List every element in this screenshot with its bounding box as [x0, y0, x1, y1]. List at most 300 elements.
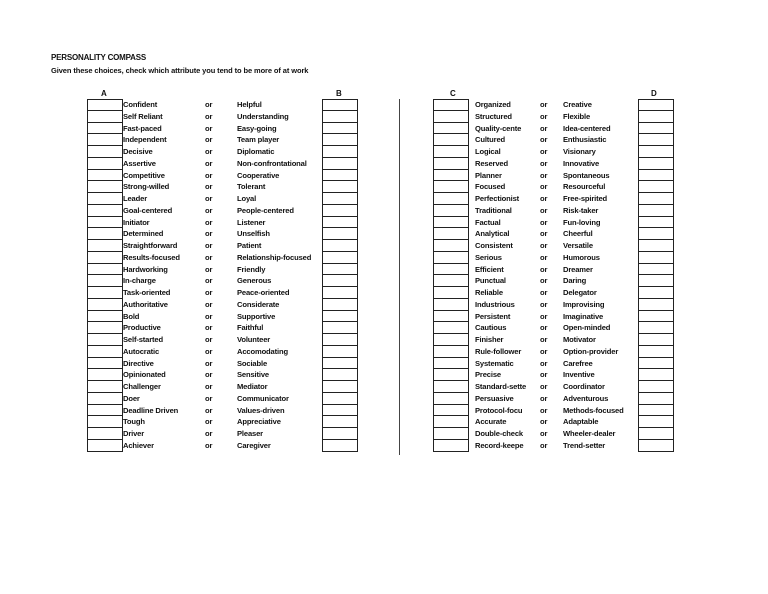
attribute-label-second: Dreamer	[563, 264, 593, 274]
attribute-label-second: Open-minded	[563, 323, 611, 333]
or-connector: or	[205, 123, 213, 133]
attribute-label-first: Independent	[123, 135, 167, 145]
attribute-label-first: Self-started	[123, 335, 163, 344]
or-connector: or	[205, 264, 213, 274]
left-second-checkbox[interactable]	[322, 322, 358, 334]
right-second-checkbox[interactable]	[638, 228, 674, 240]
attribute-label-second: Patient	[237, 241, 262, 250]
attribute-label-second: Cooperative	[237, 170, 280, 180]
or-connector: or	[540, 264, 548, 274]
or-connector: or	[540, 170, 548, 180]
attribute-label-second: Easy-going	[237, 123, 277, 133]
attribute-label-first: Persistent	[475, 311, 511, 321]
right-first-checkbox[interactable]	[433, 393, 469, 405]
or-connector: or	[205, 429, 213, 438]
or-connector: or	[205, 299, 213, 309]
or-connector: or	[540, 311, 548, 321]
attribute-label-first: Opinionated	[123, 370, 166, 380]
or-connector: or	[205, 393, 213, 403]
attribute-label-second: Imaginative	[563, 311, 604, 321]
right-first-checkbox[interactable]	[433, 111, 469, 123]
attribute-label-first: Cultured	[475, 135, 506, 145]
or-connector: or	[540, 358, 548, 368]
or-connector: or	[205, 346, 213, 356]
attribute-label-first: Autocratic	[123, 346, 160, 356]
right-first-checkbox[interactable]	[433, 181, 469, 193]
attribute-label-second: Enthusiastic	[563, 135, 607, 145]
attribute-label-first: Bold	[123, 311, 140, 321]
attribute-label-first: Serious	[475, 252, 502, 262]
left-second-checkbox[interactable]	[322, 369, 358, 381]
attribute-label-first: Results-focused	[123, 252, 180, 262]
left-first-checkbox[interactable]	[87, 264, 123, 276]
right-first-checkbox[interactable]	[433, 428, 469, 440]
page-title: PERSONALITY COMPASS	[51, 53, 147, 62]
attribute-label-first: Productive	[123, 323, 161, 333]
left-first-checkbox[interactable]	[87, 205, 123, 217]
attribute-label-first: Driver	[123, 429, 145, 438]
attribute-label-second: Carefree	[563, 358, 593, 368]
attribute-label-first: Focused	[475, 182, 506, 192]
attribute-label-second: Team player	[237, 135, 280, 145]
left-first-checkbox[interactable]	[87, 228, 123, 240]
attribute-label-second: Delegator	[563, 288, 597, 297]
or-connector: or	[205, 276, 213, 286]
attribute-label-second: Understanding	[237, 111, 289, 121]
attribute-label-first: Precise	[475, 370, 501, 380]
attribute-label-second: Diplomatic	[237, 147, 275, 156]
left-first-checkbox[interactable]	[87, 393, 123, 405]
attribute-label-first: Record-keepe	[475, 440, 524, 450]
attribute-label-first: Double-check	[475, 429, 523, 438]
left-second-checkbox[interactable]	[322, 275, 358, 287]
right-second-checkbox[interactable]	[638, 428, 674, 440]
or-connector: or	[205, 217, 213, 227]
attribute-label-first: Leader	[123, 194, 148, 203]
attribute-label-second: Idea-centered	[563, 123, 611, 133]
left-second-checkbox[interactable]	[322, 146, 358, 158]
left-second-checkbox[interactable]	[322, 287, 358, 299]
attribute-label-second: Visionary	[563, 147, 596, 156]
left-second-checkbox[interactable]	[322, 428, 358, 440]
left-first-checkbox[interactable]	[87, 240, 123, 252]
left-first-checkbox[interactable]	[87, 346, 123, 358]
or-connector: or	[205, 158, 213, 168]
right-second-checkbox[interactable]	[638, 440, 674, 452]
attribute-label-second: Motivator	[563, 335, 596, 344]
right-first-checkbox[interactable]	[433, 416, 469, 428]
or-connector: or	[540, 393, 548, 403]
left-second-checkbox[interactable]	[322, 416, 358, 428]
or-connector: or	[205, 241, 213, 250]
right-first-checkbox[interactable]	[433, 240, 469, 252]
left-second-checkbox[interactable]	[322, 264, 358, 276]
or-connector: or	[540, 346, 548, 356]
right-first-checkbox[interactable]	[433, 299, 469, 311]
left-first-checkbox[interactable]	[87, 358, 123, 370]
right-second-checkbox[interactable]	[638, 205, 674, 217]
attribute-label-second: Sensitive	[237, 370, 269, 380]
attribute-label-second: Versatile	[563, 241, 593, 250]
or-connector: or	[540, 299, 548, 309]
left-first-checkbox[interactable]	[87, 170, 123, 182]
or-connector: or	[540, 323, 548, 333]
right-second-checkbox[interactable]	[638, 346, 674, 358]
left-second-checkbox[interactable]	[322, 240, 358, 252]
right-first-checkbox[interactable]	[433, 275, 469, 287]
attribute-label-second: Adventurous	[563, 393, 609, 403]
or-connector: or	[540, 135, 548, 145]
right-second-checkbox[interactable]	[638, 275, 674, 287]
left-second-checkbox[interactable]	[322, 405, 358, 417]
attribute-label-first: Quality-cente	[475, 123, 522, 133]
attribute-label-second: Adaptable	[563, 417, 599, 427]
attribute-label-second: Risk-taker	[563, 205, 599, 215]
column-header-c: C	[450, 89, 456, 98]
attribute-label-second: Daring	[563, 276, 587, 286]
left-second-checkbox[interactable]	[322, 311, 358, 323]
left-second-checkbox[interactable]	[322, 123, 358, 135]
right-second-checkbox[interactable]	[638, 111, 674, 123]
attribute-label-first: Traditional	[475, 205, 512, 215]
attribute-label-first: Perfectionist	[475, 194, 520, 203]
right-first-checkbox[interactable]	[433, 334, 469, 346]
left-second-checkbox[interactable]	[322, 228, 358, 240]
attribute-label-second: Option-provider	[563, 346, 619, 356]
or-connector: or	[205, 288, 213, 297]
right-second-checkbox[interactable]	[638, 393, 674, 405]
left-first-checkbox[interactable]	[87, 193, 123, 205]
left-second-checkbox[interactable]	[322, 393, 358, 405]
or-connector: or	[540, 288, 548, 297]
or-connector: or	[540, 217, 548, 227]
left-first-checkbox[interactable]	[87, 299, 123, 311]
attribute-label-first: Reliable	[475, 288, 503, 297]
left-second-checkbox[interactable]	[322, 346, 358, 358]
or-connector: or	[205, 335, 213, 344]
right-first-checkbox[interactable]	[433, 287, 469, 299]
right-second-checkbox[interactable]	[638, 264, 674, 276]
right-second-checkbox[interactable]	[638, 170, 674, 182]
or-connector: or	[540, 252, 548, 262]
attribute-label-first: Finisher	[475, 335, 504, 344]
attribute-label-first: Task-oriented	[123, 288, 171, 297]
left-second-checkbox[interactable]	[322, 99, 358, 111]
attribute-label-second: Communicator	[237, 393, 289, 403]
left-first-checkbox[interactable]	[87, 428, 123, 440]
section-divider	[399, 99, 400, 455]
or-connector: or	[540, 123, 548, 133]
right-first-checkbox[interactable]	[433, 358, 469, 370]
right-second-checkbox[interactable]	[638, 358, 674, 370]
right-second-checkbox[interactable]	[638, 217, 674, 229]
attribute-label-first: Analytical	[475, 229, 510, 239]
or-connector: or	[205, 205, 213, 215]
attribute-label-second: People-centered	[237, 205, 294, 215]
attribute-label-first: Authoritative	[123, 299, 168, 309]
right-first-checkbox[interactable]	[433, 228, 469, 240]
attribute-label-second: Friendly	[237, 264, 266, 274]
or-connector: or	[205, 252, 213, 262]
attribute-label-first: Confident	[123, 100, 158, 109]
right-second-checkbox[interactable]	[638, 322, 674, 334]
left-first-checkbox[interactable]	[87, 181, 123, 193]
attribute-label-second: Accomodating	[237, 346, 288, 356]
attribute-label-first: In-charge	[123, 276, 156, 286]
attribute-label-second: Tolerant	[237, 182, 266, 192]
left-first-checkbox[interactable]	[87, 440, 123, 452]
or-connector: or	[540, 241, 548, 250]
or-connector: or	[205, 135, 213, 145]
right-second-checkbox[interactable]	[638, 146, 674, 158]
attribute-label-first: Directive	[123, 358, 154, 368]
attribute-label-first: Goal-centered	[123, 205, 173, 215]
right-first-checkbox[interactable]	[433, 99, 469, 111]
left-second-checkbox[interactable]	[322, 334, 358, 346]
right-second-checkbox[interactable]	[638, 405, 674, 417]
right-second-checkbox[interactable]	[638, 311, 674, 323]
right-second-checkbox[interactable]	[638, 252, 674, 264]
left-second-checkbox[interactable]	[322, 170, 358, 182]
right-second-checkbox[interactable]	[638, 299, 674, 311]
right-second-checkbox[interactable]	[638, 381, 674, 393]
attribute-label-first: Rule-follower	[475, 346, 522, 356]
or-connector: or	[205, 440, 213, 450]
attribute-label-second: Humorous	[563, 252, 600, 262]
right-first-checkbox[interactable]	[433, 217, 469, 229]
right-second-checkbox[interactable]	[638, 287, 674, 299]
attribute-label-second: Values-driven	[237, 405, 285, 415]
right-first-checkbox[interactable]	[433, 146, 469, 158]
right-first-checkbox[interactable]	[433, 322, 469, 334]
attribute-label-second: Helpful	[237, 100, 262, 109]
left-first-checkbox[interactable]	[87, 111, 123, 123]
left-second-checkbox[interactable]	[322, 381, 358, 393]
or-connector: or	[540, 440, 548, 450]
attribute-label-first: Logical	[475, 147, 501, 156]
left-second-checkbox[interactable]	[322, 205, 358, 217]
attribute-label-first: Straightforward	[123, 241, 178, 250]
attribute-label-second: Loyal	[237, 194, 257, 203]
right-first-checkbox[interactable]	[433, 193, 469, 205]
right-first-checkbox[interactable]	[433, 369, 469, 381]
left-first-checkbox[interactable]	[87, 134, 123, 146]
attribute-label-first: Standard-sette	[475, 382, 527, 391]
left-first-checkbox[interactable]	[87, 217, 123, 229]
attribute-label-first: Decisive	[123, 147, 153, 156]
attribute-label-second: Volunteer	[237, 335, 271, 344]
or-connector: or	[540, 335, 548, 344]
attribute-label-first: Tough	[123, 417, 145, 427]
or-connector: or	[205, 382, 213, 391]
attribute-label-first: Strong-willed	[123, 182, 170, 192]
attribute-label-first: Competitive	[123, 170, 165, 180]
right-second-checkbox[interactable]	[638, 369, 674, 381]
attribute-label-first: Punctual	[475, 276, 506, 286]
left-first-checkbox[interactable]	[87, 123, 123, 135]
attribute-label-first: Assertive	[123, 158, 156, 168]
attribute-label-second: Generous	[237, 276, 272, 286]
left-first-checkbox[interactable]	[87, 369, 123, 381]
attribute-label-first: Efficient	[475, 264, 504, 274]
attribute-label-second: Fun-loving	[563, 217, 601, 227]
right-first-checkbox[interactable]	[433, 123, 469, 135]
left-first-checkbox[interactable]	[87, 146, 123, 158]
or-connector: or	[205, 229, 213, 239]
attribute-label-second: Relationship-focused	[237, 252, 312, 262]
left-second-checkbox[interactable]	[322, 193, 358, 205]
or-connector: or	[540, 158, 548, 168]
or-connector: or	[540, 370, 548, 380]
or-connector: or	[205, 194, 213, 203]
right-second-checkbox[interactable]	[638, 158, 674, 170]
attribute-label-first: Challenger	[123, 382, 161, 391]
attribute-label-first: Self Reliant	[123, 111, 163, 121]
attribute-label-second: Sociable	[237, 358, 268, 368]
attribute-label-first: Structured	[475, 111, 512, 121]
attribute-label-second: Caregiver	[237, 440, 271, 450]
right-second-checkbox[interactable]	[638, 134, 674, 146]
left-second-checkbox[interactable]	[322, 217, 358, 229]
left-second-checkbox[interactable]	[322, 358, 358, 370]
attribute-label-first: Organized	[475, 100, 511, 109]
right-first-checkbox[interactable]	[433, 158, 469, 170]
attribute-label-first: Factual	[475, 217, 501, 227]
left-first-checkbox[interactable]	[87, 275, 123, 287]
left-second-checkbox[interactable]	[322, 181, 358, 193]
attribute-label-second: Methods-focused	[563, 405, 624, 415]
left-second-checkbox[interactable]	[322, 134, 358, 146]
right-first-checkbox[interactable]	[433, 381, 469, 393]
attribute-label-first: Hardworking	[123, 264, 168, 274]
left-first-checkbox[interactable]	[87, 405, 123, 417]
right-first-checkbox[interactable]	[433, 134, 469, 146]
left-first-checkbox[interactable]	[87, 416, 123, 428]
left-first-checkbox[interactable]	[87, 311, 123, 323]
or-connector: or	[205, 405, 213, 415]
left-first-checkbox[interactable]	[87, 287, 123, 299]
right-first-checkbox[interactable]	[433, 311, 469, 323]
attribute-label-first: Protocol-focu	[475, 405, 523, 415]
attribute-label-second: Free-spirited	[563, 194, 608, 203]
attribute-label-second: Listener	[237, 217, 266, 227]
attribute-label-second: Resourceful	[563, 182, 606, 192]
or-connector: or	[205, 100, 213, 109]
attribute-label-second: Trend-setter	[563, 440, 606, 450]
left-second-checkbox[interactable]	[322, 252, 358, 264]
right-first-checkbox[interactable]	[433, 264, 469, 276]
right-first-checkbox[interactable]	[433, 405, 469, 417]
attribute-label-first: Fast-paced	[123, 123, 162, 133]
right-first-checkbox[interactable]	[433, 252, 469, 264]
right-second-checkbox[interactable]	[638, 416, 674, 428]
attribute-label-second: Mediator	[237, 382, 268, 391]
or-connector: or	[205, 170, 213, 180]
or-connector: or	[205, 370, 213, 380]
attribute-label-second: Unselfish	[237, 229, 270, 239]
or-connector: or	[540, 276, 548, 286]
left-first-checkbox[interactable]	[87, 322, 123, 334]
left-first-checkbox[interactable]	[87, 158, 123, 170]
right-second-checkbox[interactable]	[638, 240, 674, 252]
column-header-b: B	[336, 89, 342, 98]
attribute-label-second: Peace-oriented	[237, 288, 290, 297]
or-connector: or	[540, 405, 548, 415]
or-connector: or	[540, 100, 548, 109]
page-subtitle: Given these choices, check which attribute you tend to be more of at work	[51, 66, 309, 75]
right-second-checkbox[interactable]	[638, 334, 674, 346]
attribute-label-first: Determined	[123, 229, 164, 239]
attribute-label-first: Deadline Driven	[123, 405, 179, 415]
attribute-label-first: Industrious	[475, 299, 515, 309]
or-connector: or	[540, 429, 548, 438]
right-second-checkbox[interactable]	[638, 123, 674, 135]
attribute-label-second: Wheeler-dealer	[563, 429, 616, 438]
right-first-checkbox[interactable]	[433, 440, 469, 452]
attribute-label-first: Achiever	[123, 440, 154, 450]
attribute-label-first: Reserved	[475, 158, 508, 168]
or-connector: or	[205, 358, 213, 368]
right-second-checkbox[interactable]	[638, 99, 674, 111]
left-second-checkbox[interactable]	[322, 440, 358, 452]
right-first-checkbox[interactable]	[433, 170, 469, 182]
or-connector: or	[540, 229, 548, 239]
attribute-label-first: Accurate	[475, 417, 507, 427]
right-second-checkbox[interactable]	[638, 193, 674, 205]
attribute-label-first: Systematic	[475, 358, 514, 368]
right-first-checkbox[interactable]	[433, 346, 469, 358]
left-first-checkbox[interactable]	[87, 99, 123, 111]
attribute-label-second: Flexible	[563, 111, 591, 121]
or-connector: or	[540, 111, 548, 121]
or-connector: or	[205, 417, 213, 427]
attribute-label-second: Spontaneous	[563, 170, 610, 180]
or-connector: or	[540, 194, 548, 203]
left-second-checkbox[interactable]	[322, 299, 358, 311]
attribute-label-first: Persuasive	[475, 393, 514, 403]
column-header-a: A	[101, 89, 107, 98]
left-first-checkbox[interactable]	[87, 381, 123, 393]
left-first-checkbox[interactable]	[87, 334, 123, 346]
attribute-label-second: Innovative	[563, 158, 600, 168]
attribute-label-first: Planner	[475, 170, 502, 180]
attribute-label-first: Cautious	[475, 323, 507, 333]
or-connector: or	[205, 182, 213, 192]
or-connector: or	[205, 111, 213, 121]
attribute-label-second: Non-confrontational	[237, 158, 307, 168]
column-header-d: D	[651, 89, 657, 98]
attribute-label-second: Considerate	[237, 299, 280, 309]
attribute-label-first: Initiator	[123, 217, 150, 227]
attribute-label-second: Creative	[563, 100, 592, 109]
attribute-label-second: Inventive	[563, 370, 595, 380]
or-connector: or	[540, 417, 548, 427]
attribute-label-first: Consistent	[475, 241, 513, 250]
left-second-checkbox[interactable]	[322, 158, 358, 170]
attribute-label-second: Pleaser	[237, 429, 263, 438]
left-first-checkbox[interactable]	[87, 252, 123, 264]
left-second-checkbox[interactable]	[322, 111, 358, 123]
attribute-label-second: Coordinator	[563, 382, 605, 391]
right-second-checkbox[interactable]	[638, 181, 674, 193]
attribute-label-second: Improvising	[563, 299, 605, 309]
attribute-label-second: Appreciative	[237, 417, 281, 427]
or-connector: or	[205, 323, 213, 333]
right-first-checkbox[interactable]	[433, 205, 469, 217]
attribute-label-second: Cheerful	[563, 229, 593, 239]
or-connector: or	[540, 147, 548, 156]
attribute-label-first: Doer	[123, 393, 140, 403]
